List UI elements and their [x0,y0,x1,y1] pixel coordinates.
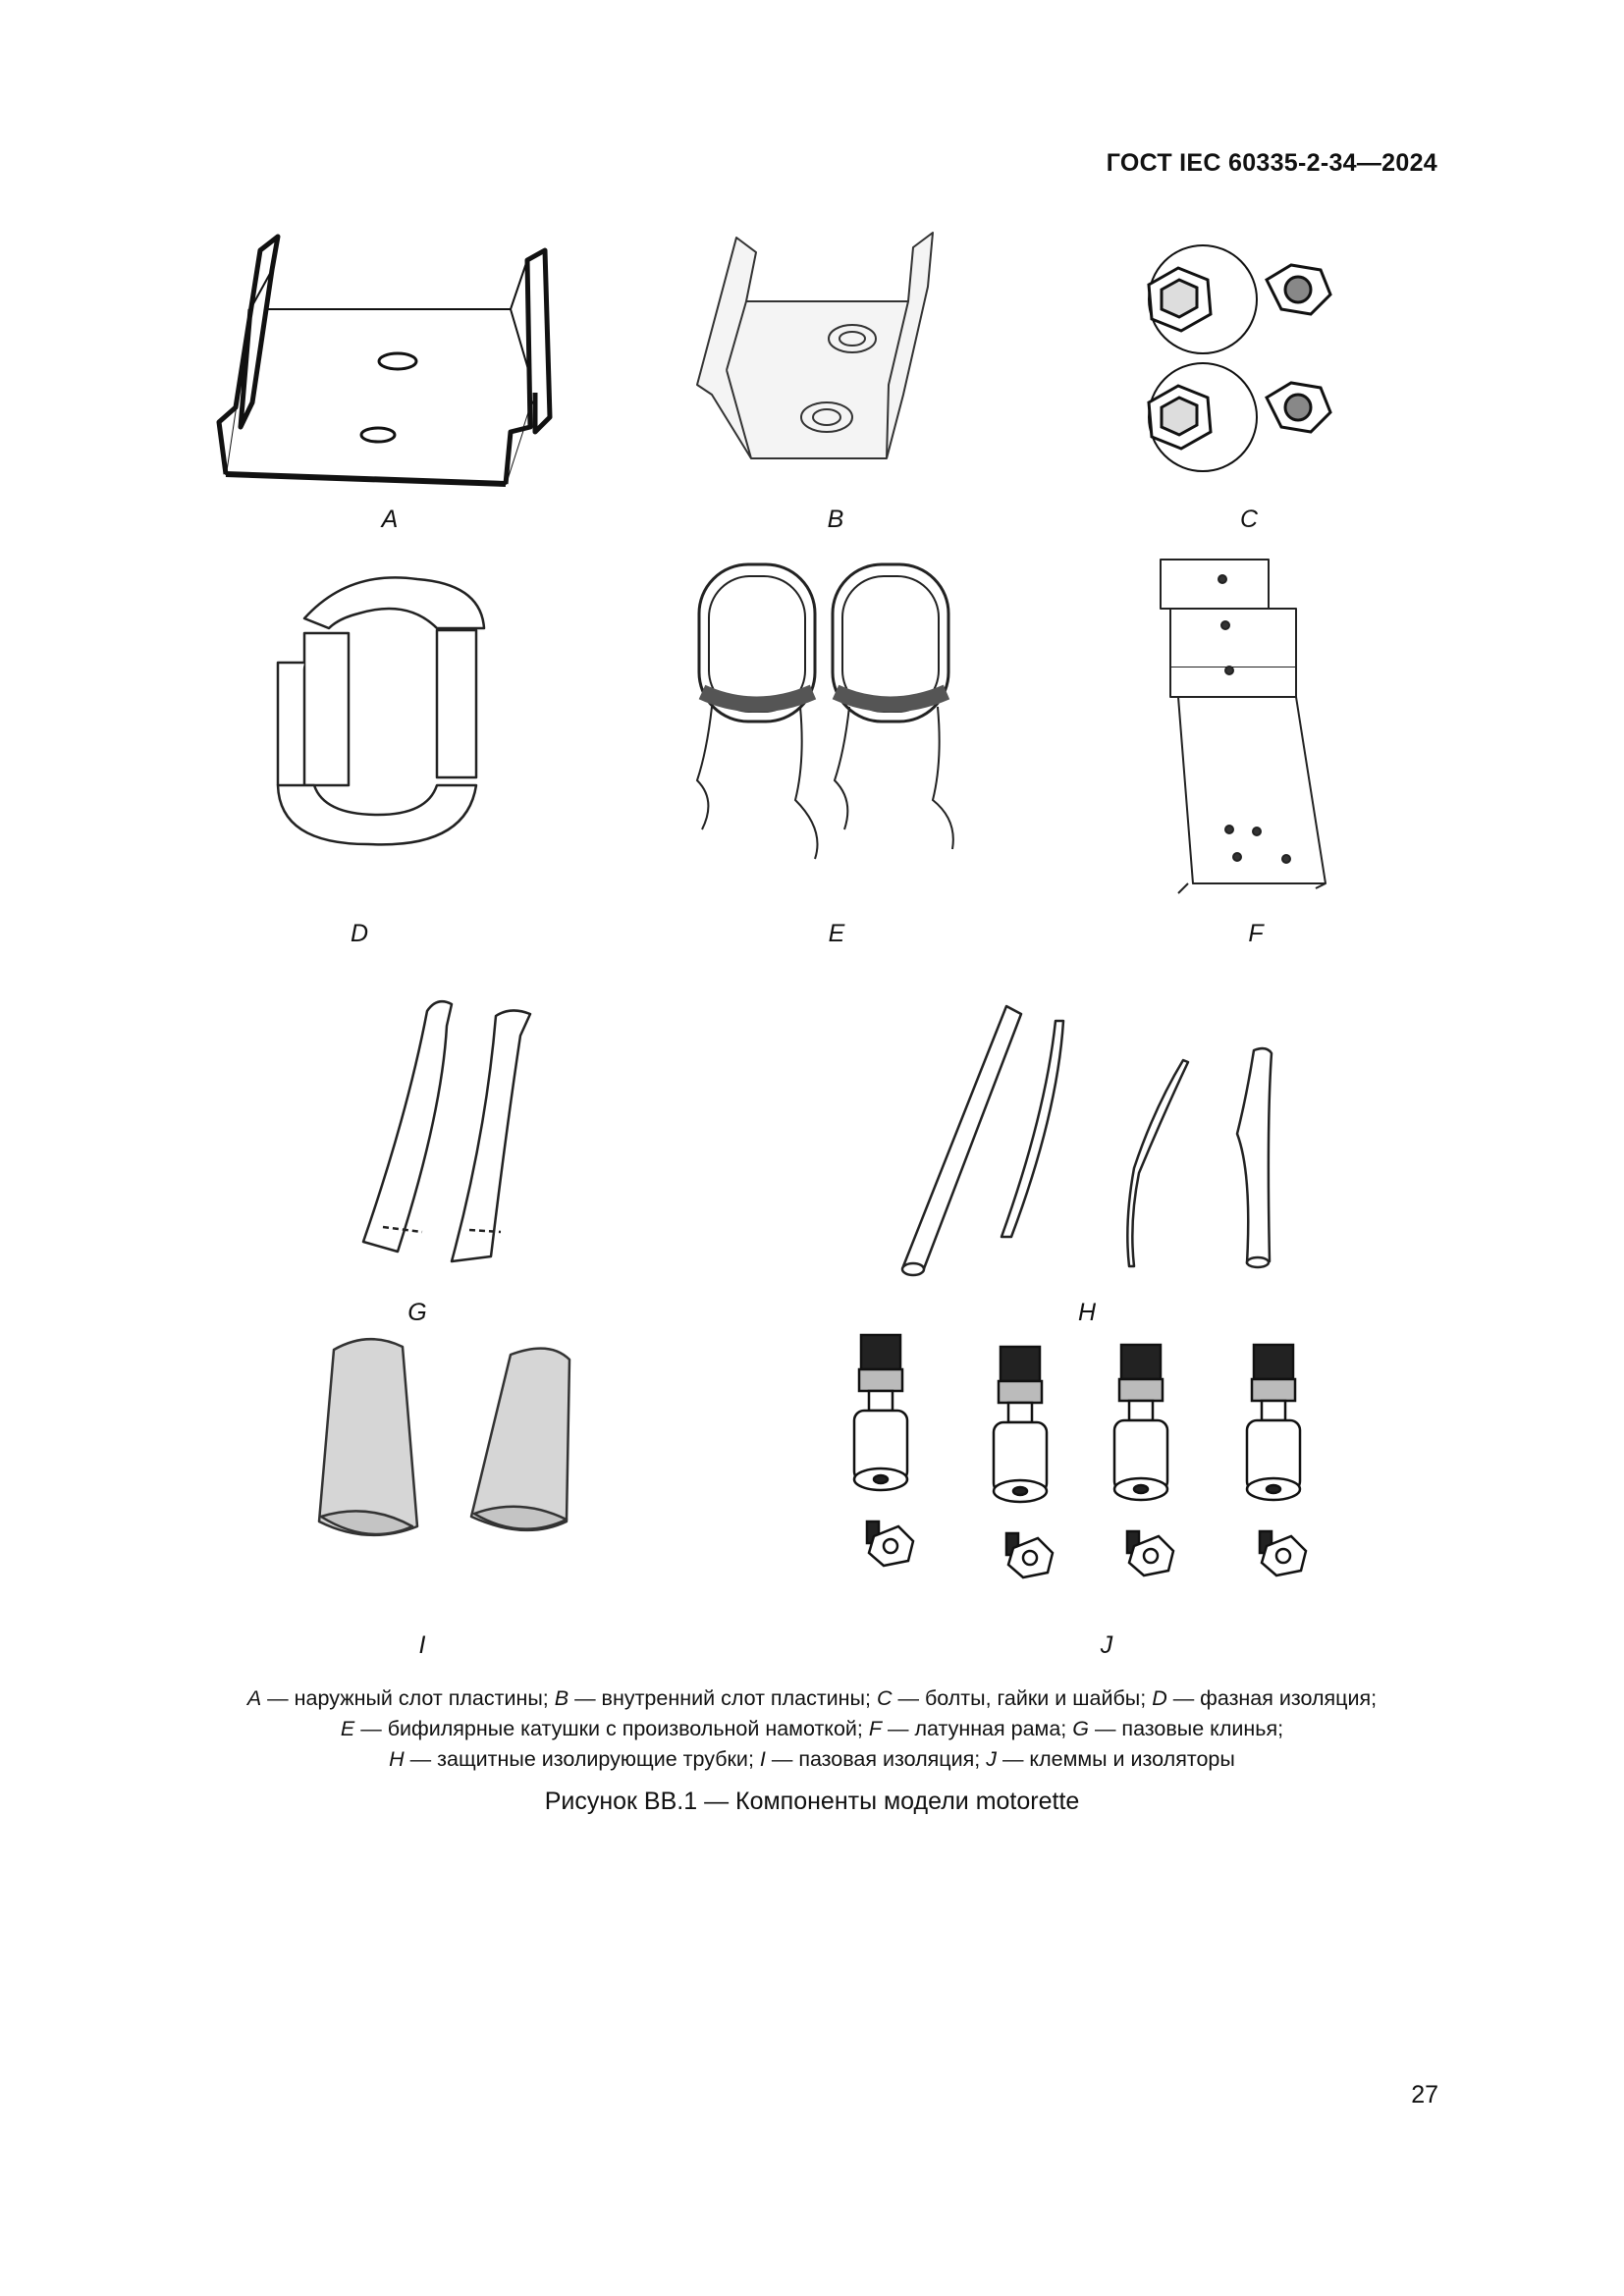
figure-label-g: G [407,1299,427,1326]
slot-wedges-drawing [353,996,550,1266]
legend-line-2: E — бифилярные катушки с произвольной намоткой; F — латунная рама; G — пазовые клинья; [340,1717,1284,1740]
figure-label-b: B [827,506,844,533]
inner-slot-plate-drawing [692,228,957,468]
bolts-nuts-washers-drawing [1134,240,1375,481]
figure-label-j: J [1100,1631,1113,1659]
brass-frame-drawing [1149,555,1330,898]
outer-slot-plate-drawing [211,231,550,491]
figure-legend [118,1683,1506,1775]
figure-label-c: C [1239,506,1259,533]
legend-line-1: A — наружный слот пластины; B — внутренний слот пластины; C — болты, гайки и шайбы; D — фазная изоляция; [246,1686,1378,1710]
figure-label-d: D [350,920,369,947]
slot-insulation-drawing [309,1335,604,1546]
figure-label-a: A [381,506,399,533]
insulating-tubes-drawing [889,996,1286,1281]
terminals-insulators-drawing [849,1335,1340,1620]
bifilar-coils-drawing [687,555,972,869]
figure-label-e: E [828,920,845,947]
phase-insulation-drawing [270,569,491,849]
legend-line-3: H — защитные изолирующие трубки; I — пазовая изоляция; J — клеммы и изоляторы [389,1747,1235,1771]
page-number: 27 [1411,2081,1438,2109]
figure-caption: Рисунок ВВ.1 — Компоненты модели motorette [544,1788,1080,1815]
figure-label-h: H [1077,1299,1097,1326]
figure-label-f: F [1248,920,1264,947]
document-header: ГОСТ IEC 60335-2-34—2024 [1106,149,1437,177]
figure-label-i: I [418,1631,426,1659]
